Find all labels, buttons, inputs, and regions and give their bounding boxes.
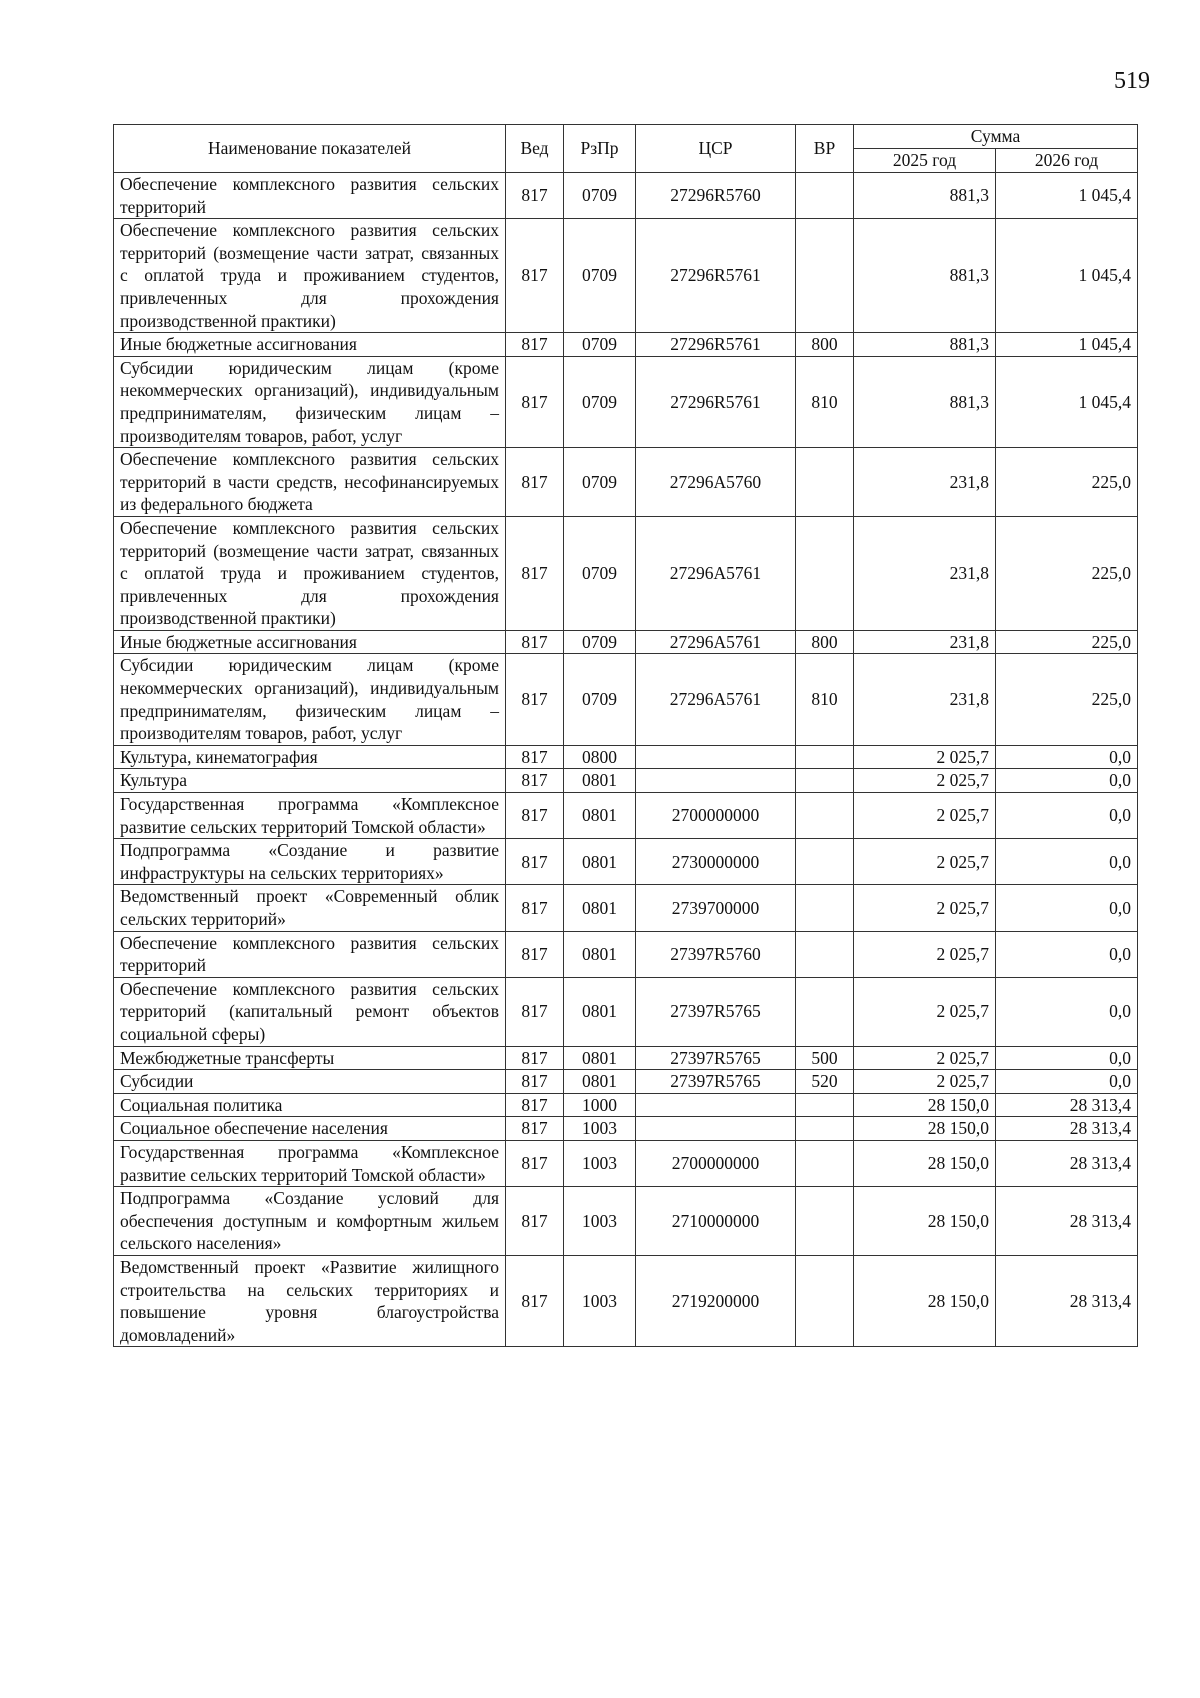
row-sum-2026: 225,0 <box>996 448 1138 517</box>
table-row <box>114 654 1138 745</box>
row-name: Субсидии юридическим лицам (кроме некоммерческих организаций), индивидуальным предпринимателям, физическим лицам – производителям товаров, работ, услуг <box>114 654 506 745</box>
row-ved: 817 <box>506 793 564 839</box>
table-row <box>114 931 1138 977</box>
row-vr <box>796 1140 854 1186</box>
row-ved: 817 <box>506 173 564 219</box>
row-rzpr: 0709 <box>564 356 636 447</box>
row-csr: 27296A5760 <box>636 448 796 517</box>
row-sum-2026: 1 045,4 <box>996 333 1138 357</box>
row-rzpr: 0709 <box>564 448 636 517</box>
row-csr: 27397R5765 <box>636 1046 796 1070</box>
row-sum-2025: 231,8 <box>854 448 996 517</box>
row-vr: 800 <box>796 630 854 654</box>
row-rzpr: 0801 <box>564 977 636 1046</box>
row-csr: 27397R5765 <box>636 977 796 1046</box>
row-sum-2025: 2 025,7 <box>854 931 996 977</box>
row-csr: 27296A5761 <box>636 516 796 630</box>
row-name: Обеспечение комплексного развития сельских территорий в части средств, несофинансируемых из федерального бюджета <box>114 448 506 517</box>
row-name: Субсидии юридическим лицам (кроме некоммерческих организаций), индивидуальным предпринимателям, физическим лицам – производителям товаров, работ, услуг <box>114 356 506 447</box>
table-row <box>114 516 1138 630</box>
row-vr <box>796 1187 854 1256</box>
header-csr: ЦСР <box>636 125 796 173</box>
header-sum: Сумма <box>854 125 1138 149</box>
row-vr <box>796 1117 854 1141</box>
row-sum-2025: 231,8 <box>854 630 996 654</box>
row-rzpr: 1003 <box>564 1117 636 1141</box>
page-number: 519 <box>1114 68 1150 94</box>
table-row <box>114 1140 1138 1186</box>
row-sum-2025: 2 025,7 <box>854 1046 996 1070</box>
row-name: Социальная политика <box>114 1093 506 1117</box>
row-ved: 817 <box>506 885 564 931</box>
table-row <box>114 173 1138 219</box>
row-csr <box>636 745 796 769</box>
row-rzpr: 0801 <box>564 1070 636 1094</box>
row-sum-2025: 28 150,0 <box>854 1117 996 1141</box>
row-sum-2026: 225,0 <box>996 654 1138 745</box>
table-row <box>114 1255 1138 1346</box>
row-sum-2025: 2 025,7 <box>854 793 996 839</box>
row-sum-2026: 0,0 <box>996 977 1138 1046</box>
row-sum-2025: 2 025,7 <box>854 769 996 793</box>
table-row <box>114 630 1138 654</box>
row-sum-2026: 0,0 <box>996 1046 1138 1070</box>
row-sum-2025: 2 025,7 <box>854 839 996 885</box>
row-ved: 817 <box>506 448 564 517</box>
row-sum-2026: 0,0 <box>996 769 1138 793</box>
row-csr: 27296A5761 <box>636 630 796 654</box>
row-sum-2026: 0,0 <box>996 931 1138 977</box>
row-vr: 500 <box>796 1046 854 1070</box>
row-ved: 817 <box>506 516 564 630</box>
row-name: Социальное обеспечение населения <box>114 1117 506 1141</box>
table-row <box>114 448 1138 517</box>
row-rzpr: 0800 <box>564 745 636 769</box>
table-row <box>114 1117 1138 1141</box>
row-name: Иные бюджетные ассигнования <box>114 630 506 654</box>
row-sum-2026: 225,0 <box>996 516 1138 630</box>
row-sum-2025: 2 025,7 <box>854 977 996 1046</box>
row-name: Государственная программа «Комплексное развитие сельских территорий Томской области» <box>114 793 506 839</box>
row-name: Обеспечение комплексного развития сельских территорий (возмещение части затрат, связанных с оплатой труда и проживанием студентов, привлеченных для прохождения производственной практики) <box>114 219 506 333</box>
row-vr <box>796 1093 854 1117</box>
header-rzpr: РзПр <box>564 125 636 173</box>
row-csr: 27397R5760 <box>636 931 796 977</box>
row-csr: 27397R5765 <box>636 1070 796 1094</box>
row-ved: 817 <box>506 769 564 793</box>
row-ved: 817 <box>506 219 564 333</box>
row-sum-2026: 28 313,4 <box>996 1187 1138 1256</box>
row-name: Подпрограмма «Создание условий для обеспечения доступным и комфортным жильем сельского населения» <box>114 1187 506 1256</box>
row-name: Межбюджетные трансферты <box>114 1046 506 1070</box>
row-csr: 27296R5761 <box>636 333 796 357</box>
row-csr: 2710000000 <box>636 1187 796 1256</box>
row-csr: 2700000000 <box>636 1140 796 1186</box>
row-rzpr: 1003 <box>564 1140 636 1186</box>
table-row <box>114 769 1138 793</box>
budget-table <box>113 124 1138 1347</box>
row-name: Подпрограмма «Создание и развитие инфраструктуры на сельских территориях» <box>114 839 506 885</box>
row-sum-2025: 881,3 <box>854 356 996 447</box>
row-rzpr: 0801 <box>564 769 636 793</box>
row-vr: 810 <box>796 356 854 447</box>
row-rzpr: 0709 <box>564 654 636 745</box>
row-rzpr: 0709 <box>564 173 636 219</box>
row-sum-2026: 1 045,4 <box>996 356 1138 447</box>
row-sum-2025: 2 025,7 <box>854 1070 996 1094</box>
row-rzpr: 1000 <box>564 1093 636 1117</box>
header-year-2026: 2026 год <box>996 149 1138 173</box>
row-vr <box>796 1255 854 1346</box>
row-ved: 817 <box>506 630 564 654</box>
row-sum-2026: 0,0 <box>996 793 1138 839</box>
table-row <box>114 1046 1138 1070</box>
row-vr <box>796 516 854 630</box>
row-ved: 817 <box>506 654 564 745</box>
row-rzpr: 0801 <box>564 793 636 839</box>
table-row <box>114 977 1138 1046</box>
row-sum-2025: 28 150,0 <box>854 1187 996 1256</box>
row-vr <box>796 931 854 977</box>
row-sum-2025: 881,3 <box>854 173 996 219</box>
row-sum-2026: 0,0 <box>996 1070 1138 1094</box>
row-csr: 2730000000 <box>636 839 796 885</box>
row-sum-2025: 231,8 <box>854 654 996 745</box>
header-vr: ВР <box>796 125 854 173</box>
row-vr <box>796 173 854 219</box>
table-header <box>114 125 1138 173</box>
row-sum-2026: 28 313,4 <box>996 1117 1138 1141</box>
row-name: Иные бюджетные ассигнования <box>114 333 506 357</box>
row-sum-2025: 881,3 <box>854 219 996 333</box>
row-ved: 817 <box>506 977 564 1046</box>
row-csr: 27296R5761 <box>636 219 796 333</box>
row-csr <box>636 769 796 793</box>
table-row <box>114 793 1138 839</box>
row-name: Ведомственный проект «Современный облик сельских территорий» <box>114 885 506 931</box>
row-ved: 817 <box>506 839 564 885</box>
row-vr <box>796 977 854 1046</box>
row-name: Обеспечение комплексного развития сельских территорий <box>114 173 506 219</box>
row-vr <box>796 448 854 517</box>
row-csr: 27296R5761 <box>636 356 796 447</box>
row-rzpr: 0801 <box>564 839 636 885</box>
row-rzpr: 0801 <box>564 931 636 977</box>
row-rzpr: 0801 <box>564 1046 636 1070</box>
row-ved: 817 <box>506 1255 564 1346</box>
row-sum-2025: 28 150,0 <box>854 1255 996 1346</box>
row-csr: 2739700000 <box>636 885 796 931</box>
row-name: Обеспечение комплексного развития сельских территорий (возмещение части затрат, связанных с оплатой труда и проживанием студентов, привлеченных для прохождения производственной практики) <box>114 516 506 630</box>
row-sum-2025: 2 025,7 <box>854 745 996 769</box>
row-csr <box>636 1093 796 1117</box>
row-csr: 2719200000 <box>636 1255 796 1346</box>
row-rzpr: 0709 <box>564 630 636 654</box>
row-vr <box>796 885 854 931</box>
row-name: Обеспечение комплексного развития сельских территорий (капитальный ремонт объектов социальной сферы) <box>114 977 506 1046</box>
table-row <box>114 1070 1138 1094</box>
row-sum-2026: 0,0 <box>996 885 1138 931</box>
header-name: Наименование показателей <box>114 125 506 173</box>
row-rzpr: 1003 <box>564 1255 636 1346</box>
row-sum-2026: 0,0 <box>996 745 1138 769</box>
row-csr: 27296A5761 <box>636 654 796 745</box>
row-ved: 817 <box>506 1093 564 1117</box>
row-name: Обеспечение комплексного развития сельских территорий <box>114 931 506 977</box>
row-name: Субсидии <box>114 1070 506 1094</box>
row-sum-2025: 2 025,7 <box>854 885 996 931</box>
row-sum-2025: 881,3 <box>854 333 996 357</box>
row-csr: 27296R5760 <box>636 173 796 219</box>
table-row <box>114 1187 1138 1256</box>
row-name: Государственная программа «Комплексное развитие сельских территорий Томской области» <box>114 1140 506 1186</box>
row-name: Ведомственный проект «Развитие жилищного строительства на сельских территориях и повышение уровня благоустройства домовладений» <box>114 1255 506 1346</box>
row-vr <box>796 839 854 885</box>
row-rzpr: 0709 <box>564 333 636 357</box>
row-vr: 810 <box>796 654 854 745</box>
row-sum-2026: 28 313,4 <box>996 1140 1138 1186</box>
row-rzpr: 0709 <box>564 219 636 333</box>
row-vr <box>796 219 854 333</box>
table-row <box>114 356 1138 447</box>
row-vr <box>796 769 854 793</box>
row-ved: 817 <box>506 333 564 357</box>
row-rzpr: 0801 <box>564 885 636 931</box>
table-row <box>114 745 1138 769</box>
row-ved: 817 <box>506 1046 564 1070</box>
row-sum-2025: 231,8 <box>854 516 996 630</box>
row-ved: 817 <box>506 1187 564 1256</box>
row-csr <box>636 1117 796 1141</box>
table-row <box>114 333 1138 357</box>
row-sum-2026: 28 313,4 <box>996 1255 1138 1346</box>
header-year-2025: 2025 год <box>854 149 996 173</box>
row-vr: 520 <box>796 1070 854 1094</box>
row-ved: 817 <box>506 1070 564 1094</box>
row-rzpr: 0709 <box>564 516 636 630</box>
table-row <box>114 1093 1138 1117</box>
row-ved: 817 <box>506 356 564 447</box>
row-sum-2026: 1 045,4 <box>996 173 1138 219</box>
row-sum-2026: 1 045,4 <box>996 219 1138 333</box>
row-ved: 817 <box>506 1140 564 1186</box>
row-ved: 817 <box>506 745 564 769</box>
row-vr <box>796 745 854 769</box>
table-row <box>114 885 1138 931</box>
row-csr: 2700000000 <box>636 793 796 839</box>
row-ved: 817 <box>506 931 564 977</box>
row-name: Культура <box>114 769 506 793</box>
table-row <box>114 219 1138 333</box>
row-rzpr: 1003 <box>564 1187 636 1256</box>
row-sum-2026: 0,0 <box>996 839 1138 885</box>
table-body <box>114 173 1138 1347</box>
row-sum-2026: 225,0 <box>996 630 1138 654</box>
row-sum-2025: 28 150,0 <box>854 1140 996 1186</box>
header-ved: Вед <box>506 125 564 173</box>
row-ved: 817 <box>506 1117 564 1141</box>
row-sum-2026: 28 313,4 <box>996 1093 1138 1117</box>
row-vr <box>796 793 854 839</box>
table-row <box>114 839 1138 885</box>
row-sum-2025: 28 150,0 <box>854 1093 996 1117</box>
row-vr: 800 <box>796 333 854 357</box>
row-name: Культура, кинематография <box>114 745 506 769</box>
